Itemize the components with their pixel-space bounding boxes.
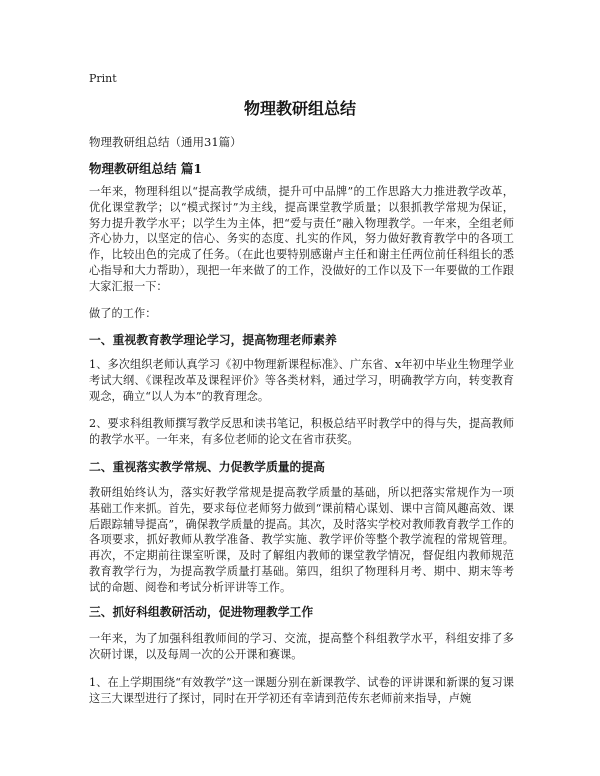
- section-heading-3: 三、抓好科组教研活动，促进物理教学工作: [89, 605, 314, 619]
- section-3-paragraph-1: 一年来，为了加强科组教师间的学习、交流，提高整个科组教学水平，科组安排了多次研讨课，以及每周一次的公开课和赛课。: [89, 632, 514, 661]
- section-2-paragraph-1: 教研组始终认为，落实好教学常规是提高教学质量的基础，所以把落实常规作为一项基础工作来抓。首先，要求每位老师努力做到“课前精心谋划、课中言简风趣高效、课后跟踪辅导提高”，确保教学质量的提高。其次，及时落实学校对教师教育教学工作的各项要求，抓好教师从教学准备、教学实施、教学评价等整个教学流程的常规管理。再次，不定期前往课室听课，及时了解组内教师的课堂教学情况，督促组内教师规范教育教学行为，为提高教学质量打基础。第四，组织了物理科月考、期中、期末等考试的命题、阅卷和考试分析评讲等工作。: [89, 486, 514, 594]
- done-work-label: 做了的工作：: [89, 307, 157, 320]
- section-1-paragraph-2: 2、要求科组教师撰写教学反思和读书笔记，积极总结平时教学中的得与失，提高教师的教学水平。一年来，有多位老师的论文在省市获奖。: [89, 417, 514, 446]
- section-3-paragraph-2: 1、在上学期围绕“有效教学”这一课题分别在新课教学、试卷的评讲课和新课的复习课这三大课型进行了探讨，同时在开学初还有幸请到范传东老师前来指导，卢婉: [89, 676, 514, 705]
- document-title: 物理教研组总结: [243, 99, 356, 118]
- article-heading: 物理教研组总结 篇1: [89, 161, 203, 176]
- print-label: Print: [89, 72, 117, 85]
- section-heading-1: 一、重视教育教学理论学习，提高物理老师素养: [89, 333, 337, 347]
- section-1-paragraph-1: 1、多次组织老师认真学习《初中物理新课程标准》、广东省、x年初中毕业生物理学业考试大纲、《课程改革及课程评价》等各类材料，通过学习，明确教学方向，转变教育观念，确立“以人为本”的教育理念。: [89, 358, 514, 403]
- intro-paragraph: 一年来，物理科组以“提高教学成绩，提升可中品牌”的工作思路大力推进教学改革，优化课堂教学；以“模式探讨”为主线，提高课堂教学质量；以狠抓教学常规为保证，努力提升教学水平；以学生为主体，把“爱与责任”融入物理教学。一年来，全组老师齐心协力，以坚定的信心、务实的态度、扎实的作风，努力做好教育教学中的各项工作，比较出色的完成了任务。（在此也要特别感谢卢主任和谢主任两位前任科组长的悉心指导和大力帮助），现把一年来做了的工作，没做好的工作以及下一年要做的工作跟大家汇报一下：: [89, 185, 514, 293]
- section-heading-2: 二、重视落实教学常规、力促教学质量的提高: [89, 460, 325, 474]
- document-subtitle: 物理教研组总结（通用31篇）: [89, 135, 242, 149]
